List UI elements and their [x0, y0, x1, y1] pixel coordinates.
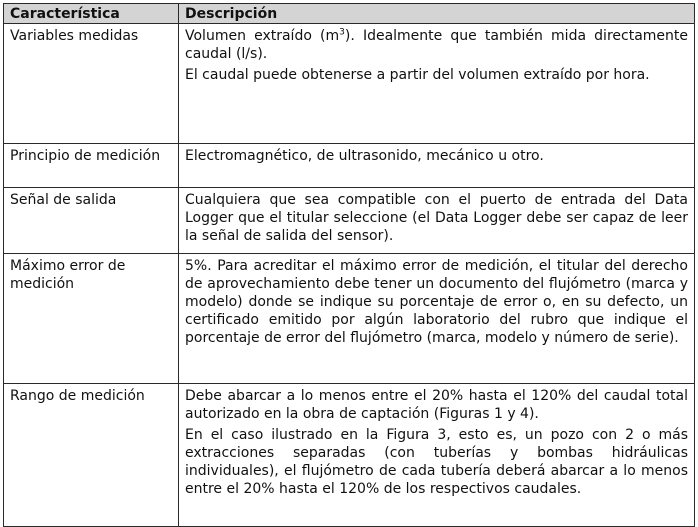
- table-row: [4, 384, 695, 527]
- characteristic-cell: Señal de salida: [4, 188, 179, 254]
- description-paragraph: En el caso ilustrado en la Figura 3, esto es, un pozo con 2 o más extracciones separadas (con tuberías y bombas hidráulicas individuales), el flujómetro de cada tubería deberá abarcar a lo menos entre el 20% hasta el 120% de los respectivos caudales.: [185, 427, 688, 497]
- header-row: [4, 4, 695, 24]
- description-cell: [179, 188, 695, 254]
- characteristic-cell: Principio de medición: [4, 144, 179, 188]
- table-row: [4, 24, 695, 144]
- table-row: [4, 144, 695, 188]
- description-cell: [179, 384, 695, 527]
- characteristic-cell: Rango de medición: [4, 384, 179, 527]
- header-description: Descripción: [179, 4, 695, 24]
- characteristic-cell: Variables medidas: [4, 24, 179, 144]
- characteristic-cell: Máximo error de medición: [4, 254, 179, 384]
- description-text: Volumen extraído (m: [185, 28, 340, 44]
- description-paragraph: Cualquiera que sea compatible con el puerto de entrada del Data Logger que el titular seleccione (el Data Logger debe ser capaz de leer la señal de salida del sensor).: [185, 192, 688, 244]
- description-paragraph: 5%. Para acreditar el máximo error de medición, el titular del derecho de aprovechamiento debe tener un documento del flujómetro (marca y modelo) donde se indique su porcentaje de error o, en su defecto, un certificado emitido por algún laboratorio del rubro que indique el porcentaje de error del flujómetro (marca, modelo y número de serie).: [185, 258, 688, 346]
- description-cell: [179, 24, 695, 144]
- unit-superscript: 3: [339, 27, 345, 38]
- description-cell: [179, 144, 695, 188]
- table-row: [4, 254, 695, 384]
- table-row: [4, 188, 695, 254]
- description-text: ). Idealmente que también mida directamente caudal (l/s).: [185, 28, 689, 62]
- header-characteristic: Característica: [4, 4, 179, 24]
- spec-table: [3, 3, 695, 527]
- description-cell: [179, 254, 695, 384]
- description-paragraph: [185, 27, 688, 63]
- description-paragraph: Debe abarcar a lo menos entre el 20% hasta el 120% del caudal total autorizado en la obra de captación (Figuras 1 y 4).: [185, 388, 688, 422]
- description-paragraph: El caudal puede obtenerse a partir del volumen extraído por hora.: [185, 67, 650, 83]
- description-paragraph: Electromagnético, de ultrasonido, mecánico u otro.: [185, 148, 544, 164]
